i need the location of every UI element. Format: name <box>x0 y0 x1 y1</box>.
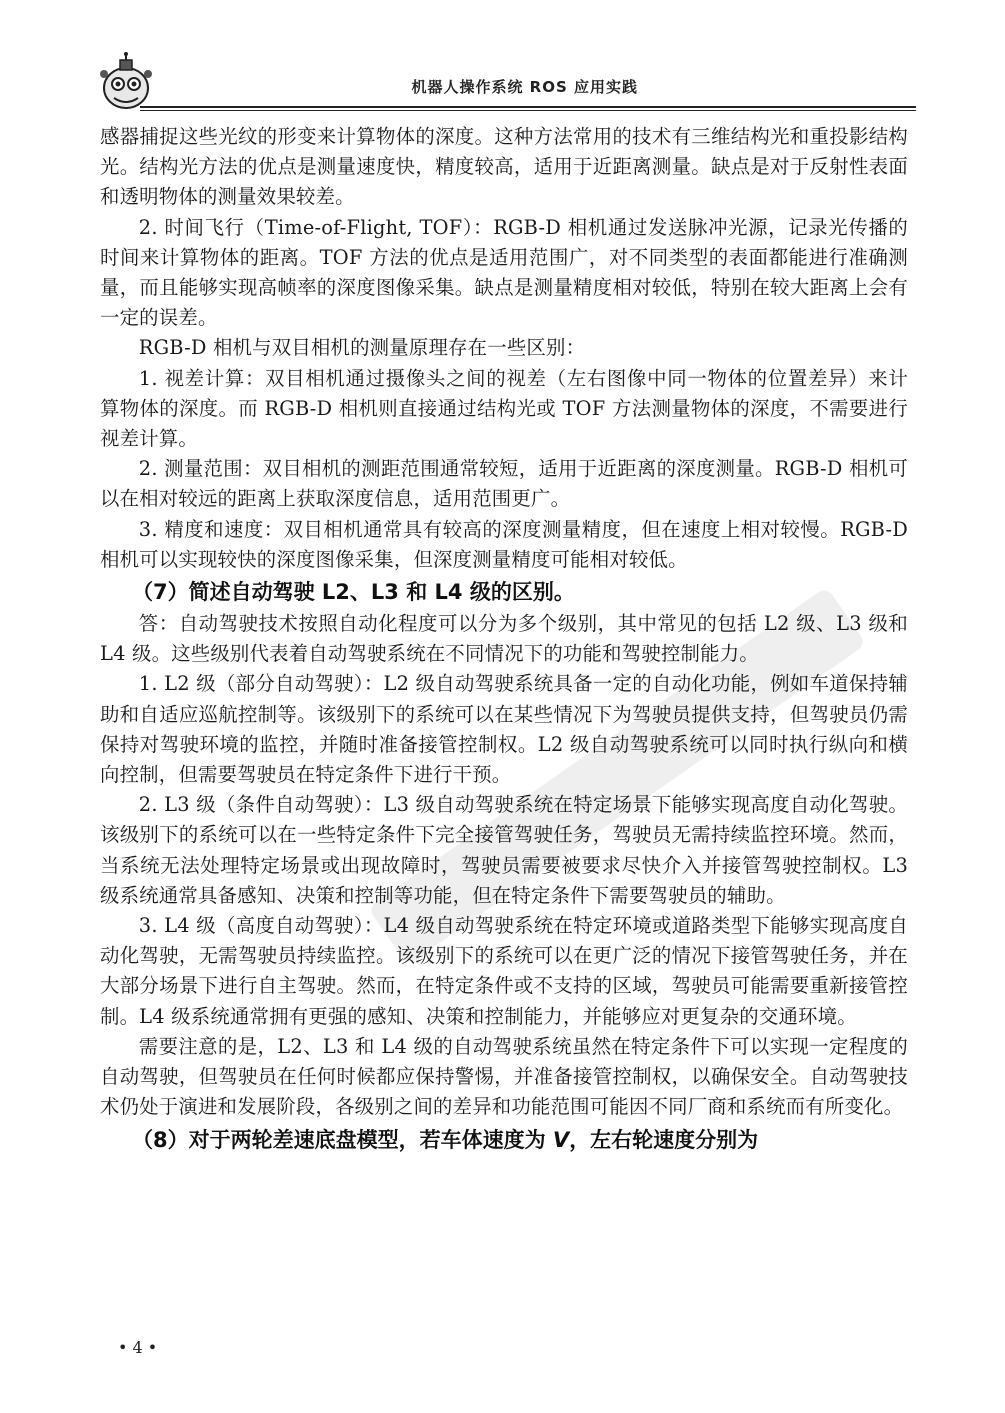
paragraph: 1. 视差计算：双目相机通过摄像头之间的视差（左右图像中同一物体的位置差异）来计算物体的深度。而 RGB-D 相机则直接通过结构光或 TOF 方法测量物体的深度，不需要进行视差计算。 <box>100 366 908 451</box>
heading-text: ，左右轮速度分别为 <box>569 1127 759 1152</box>
paragraph: 3. L4 级（高度自动驾驶）：L4 级自动驾驶系统在特定环境或道路类型下能够实现高度自动化驾驶，无需驾驶员持续监控。该级别下的系统可以在更广泛的情况下接管驾驶任务，并在大部分场景下进行自主驾驶。然而，在特定条件或不支持的区域，驾驶员可能需要重新接管控制。L4 级系统通常拥有更强的感知、决策和控制能力，并能够应对更复杂的交通环境。 <box>100 914 908 1028</box>
paragraph: RGB-D 相机与双目相机的测量原理存在一些区别： <box>138 336 586 360</box>
paragraph: 3. 精度和速度：双目相机通常具有较高的深度测量精度，但在速度上相对较慢。RGB-D 相机可以实现较快的深度图像采集，但深度测量精度可能相对较低。 <box>100 517 908 571</box>
paragraph: 需要注意的是，L2、L3 和 L4 级的自动驾驶系统虽然在特定条件下可以实现一定程度的自动驾驶，但驾驶员在任何时候都应保持警惕，并准备接管控制权，以确保安全。自动驾驶技术仍处于演进和发展阶段，各级别之间的差异和功能范围可能因不同厂商和系统而有所变化。 <box>100 1034 908 1119</box>
question-8-heading <box>100 1123 908 1157</box>
velocity-variable: V <box>552 1127 570 1152</box>
paragraph: 感器捕捉这些光纹的形变来计算物体的深度。这种方法常用的技术有三维结构光和重投影结构光。结构光方法的优点是测量速度快，精度较高，适用于近距离测量。缺点是对于反射性表面和透明物体的测量效果较差。 <box>100 125 908 209</box>
header-rule <box>140 106 916 108</box>
header-rule-thin <box>140 110 916 111</box>
book-title: 机器人操作系统 ROS 应用实践 <box>411 78 638 96</box>
paragraph: 2. 时间飞行（Time-of-Flight, TOF）：RGB-D 相机通过发送脉冲光源，记录光传播的时间来计算物体的距离。TOF 方法的优点是适用范围广，对不同类型的表面都能进行准确测量，而且能够实现高帧率的深度图像采集。缺点是测量精度相对较低，特别在较大距离上会有一定的误差。 <box>100 215 908 330</box>
heading-text: （8）对于两轮差速底盘模型，若车体速度为 <box>132 1127 553 1152</box>
paragraph: 2. 测量范围：双目相机的测距范围通常较短，适用于近距离的深度测量。RGB-D 相机可以在相对较远的距离上获取深度信息，适用范围更广。 <box>100 457 908 511</box>
paragraph: 答：自动驾驶技术按照自动化程度可以分为多个级别，其中常见的包括 L2 级、L3 级和 L4 级。这些级别代表着自动驾驶系统在不同情况下的功能和驾驶控制能力。 <box>100 612 908 666</box>
question-7-heading: （7）简述自动驾驶 L2、L3 和 L4 级的区别。 <box>132 580 575 605</box>
paragraph: 2. L3 级（条件自动驾驶）：L3 级自动驾驶系统在特定场景下能够实现高度自动化驾驶。该级别下的系统可以在一些特定条件下完全接管驾驶任务，驾驶员无需持续监控环境。然而，当系统无法处理特定场景或出现故障时，驾驶员需要被要求尽快介入并接管驾驶控制权。L3 级系统通常具备感知、决策和控制等功能，但在特定条件下需要驾驶员的辅助。 <box>100 793 908 907</box>
page-number: • 4 • <box>118 1338 158 1357</box>
robot-logo-icon <box>96 52 166 114</box>
page-body <box>100 122 908 1157</box>
page-header <box>96 52 916 118</box>
paragraph: 1. L2 级（部分自动驾驶）：L2 级自动驾驶系统具备一定的自动化功能，例如车道保持辅助和自适应巡航控制等。该级别下的系统可以在某些情况下为驾驶员提供支持，但驾驶员仍需保持对驾驶环境的监控，并随时准备接管控制权。L2 级自动驾驶系统可以同时执行纵向和横向控制，但需要驾驶员在特定条件下进行干预。 <box>100 672 908 787</box>
